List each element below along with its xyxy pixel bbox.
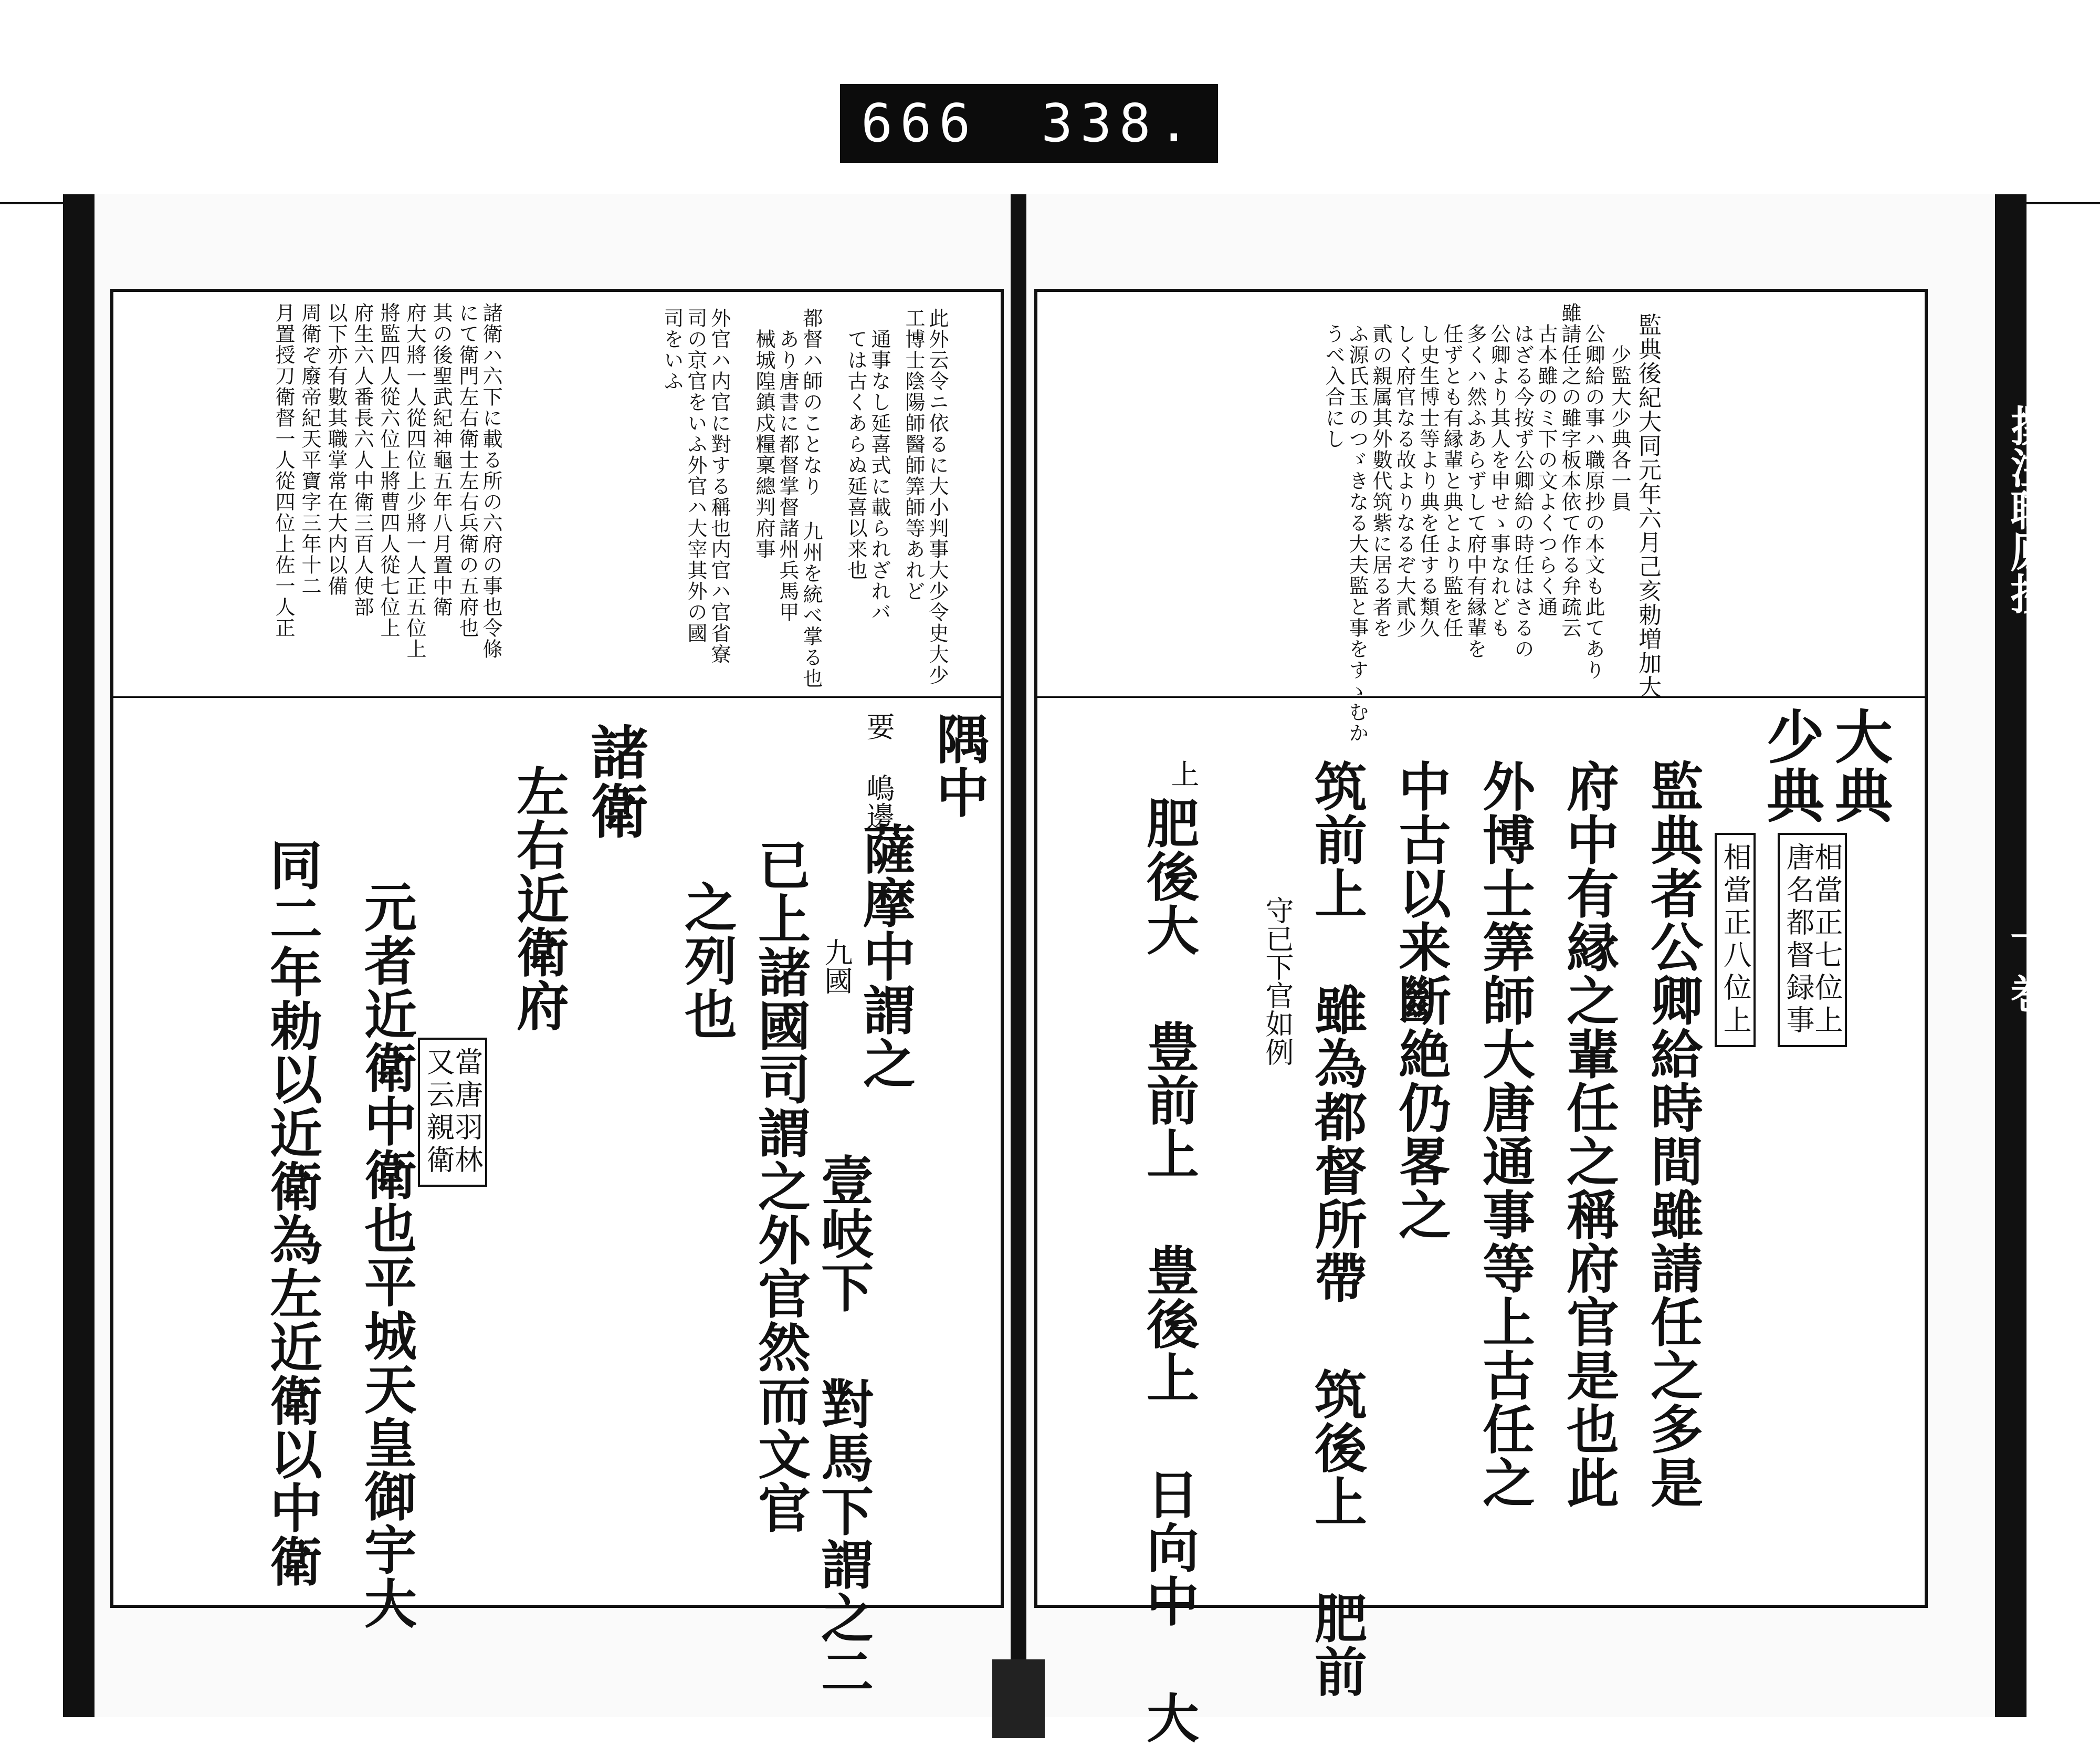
- left-main-text: 同二年勅以近衛為左近衛以中衛: [261, 838, 323, 1588]
- gutter-tab: [992, 1659, 1045, 1738]
- right-main-text: 外博士筭師大唐通事等上古任之: [1474, 759, 1536, 1509]
- left-note-line: 都督ハ師のことなり 九州を統べ掌る也: [800, 308, 823, 689]
- shoten-rank-line: 相當正八位上: [1719, 842, 1752, 1038]
- right-note-line: 雖請任之の雖字板本依て作る弁疏云: [1558, 302, 1581, 639]
- right-margin-strip: [1995, 194, 2053, 1717]
- left-note-line: 月置授刀衛督一人從四位上佐一人正: [272, 302, 295, 639]
- left-main-edge: 隅中: [928, 712, 990, 819]
- left-note-line: 械城隍鎮戍糧稟總判府事: [752, 329, 775, 560]
- right-note-line: 公卿より其人を申せゝ事なれども: [1487, 323, 1510, 639]
- left-main-text: 之列也: [676, 880, 738, 1041]
- left-page-divider: [113, 696, 1001, 698]
- left-note-line: 通事なし延喜式に載られざれバ: [868, 329, 891, 623]
- right-note-line: しく府官なる故よりなるぞ大貳少: [1393, 323, 1416, 639]
- spine-title: 撰注職原抄: [2003, 404, 2053, 614]
- right-main-text: 監典者公卿給時間雖請任之多是: [1642, 759, 1704, 1509]
- spine-volume: 下巻: [2003, 929, 2053, 1013]
- left-note-line: 司の京官をいふ外官ハ大宰其外の國: [684, 308, 707, 644]
- right-note-line: 多くハ然ふあらずして府中有縁輩を: [1464, 323, 1487, 660]
- province-mark: 上: [1167, 759, 1200, 788]
- right-main-text: 中古以来斷絶仍畧之: [1390, 759, 1452, 1241]
- left-margin-strip: [63, 194, 94, 1717]
- top-film-bar: [0, 0, 2100, 204]
- right-note-line: 監典後紀大同元年六月己亥勅増加大: [1634, 313, 1661, 699]
- konoe-box-line: 又云親衛: [422, 1047, 455, 1177]
- left-note-line: 工博士陰陽師醫師筭師等あれど: [902, 308, 925, 602]
- right-note-line: 古本雖のミ下の文よくつらく通: [1535, 323, 1558, 618]
- left-page: [110, 289, 1004, 1698]
- right-note-line: 貳の親属其外數代筑紫に居る者を: [1369, 323, 1392, 639]
- right-note-line: 公卿給の事ハ職原抄の本文も此てあり: [1582, 323, 1605, 681]
- left-note-line: 以下亦有數其職掌常在大内以備: [324, 302, 348, 597]
- left-note-line: 諸衛ハ六下に載る所の六府の事也令條: [479, 302, 502, 660]
- right-page-divider: [1037, 696, 1925, 698]
- konoe-box: [418, 1038, 487, 1187]
- left-main-text: 已上諸國司謂之外官然而文官: [749, 838, 811, 1534]
- province-note: 守已下官如例: [1261, 896, 1294, 1066]
- left-main-text: 元者近衛中衛也平城天皇御宇大: [355, 880, 417, 1630]
- left-note-line: にて衛門左右衛士左右兵衛の五府也: [456, 302, 479, 639]
- left-note-line: 其の後聖武紀神龜五年八月置中衛: [429, 302, 453, 618]
- left-note-line: 外官ハ内官に對する稱也内官ハ官省寮: [708, 308, 731, 665]
- right-note-line: し史生博士等より典を任する類久: [1416, 323, 1440, 639]
- konoe-box-line: 當唐羽林: [450, 1047, 484, 1177]
- daiten-rank-line: 唐名都督録事: [1782, 842, 1815, 1038]
- left-note-line: あり唐書に都督掌督諸州兵馬甲: [776, 329, 799, 623]
- konoe-heading: 左右近衛府: [508, 765, 570, 1032]
- left-note-line: 此外云令ニ依るに大小判事大少令史大少: [926, 308, 949, 686]
- right-main-text: 府中有縁之輩任之稱府官是也此: [1558, 759, 1620, 1509]
- daiten-heading: 大典: [1825, 707, 1893, 824]
- right-page: [1034, 289, 1928, 1744]
- left-note-line: ては古くあらぬ延喜以来也: [844, 329, 867, 581]
- frame-counter: [840, 84, 1218, 163]
- left-note-line: 府生六人番長六人中衛三百人使部: [351, 302, 374, 618]
- right-note-line: 少監大少典各一員: [1608, 344, 1631, 513]
- left-satsuma-note: 九國: [820, 938, 853, 995]
- left-note-line: 府大將一人從四位上少將一人正五位上: [403, 302, 426, 660]
- section-heading: 諸衛: [581, 723, 649, 840]
- right-note-line: はざる今按ず公卿給の時任はさるの: [1511, 323, 1534, 660]
- province-line: 筑前上 雖為都督所帶 筑後上 肥前: [1306, 759, 1368, 1698]
- right-note-line: ふ源氏玉のつゞきなる大夫監と事をすゝむか: [1346, 323, 1369, 744]
- open-book: [63, 194, 2053, 1744]
- left-edge-annotation: 要 嶋邊: [862, 712, 895, 830]
- left-note-line: 將監四人從六位上將曹四人從七位上: [377, 302, 400, 639]
- daiten-rank-line: 相當正七位上: [1810, 842, 1843, 1038]
- right-note-line: うべ入合にし: [1322, 323, 1345, 450]
- right-note-line: 任ずとも有縁輩と典とより監を任: [1440, 323, 1463, 639]
- shoten-rank-box: [1715, 833, 1756, 1047]
- counter-left: 666: [861, 92, 978, 154]
- book-gutter: [1011, 194, 1026, 1717]
- daiten-rank-box: [1778, 833, 1847, 1047]
- left-note-line: 司をいふ: [660, 308, 684, 392]
- shoten-heading: 少典: [1757, 707, 1825, 824]
- left-satsuma-line: 薩摩中謂之: [854, 822, 916, 1090]
- counter-right: 338.: [1041, 92, 1197, 154]
- province-line: 肥後大 豊前上 豊後上 日向中 大: [1138, 796, 1200, 1744]
- left-iki-line: 壹岐下 對馬下謂之二: [812, 1153, 874, 1698]
- left-note-line: 周衛ぞ廢帝紀天平寶字三年十二: [298, 302, 321, 597]
